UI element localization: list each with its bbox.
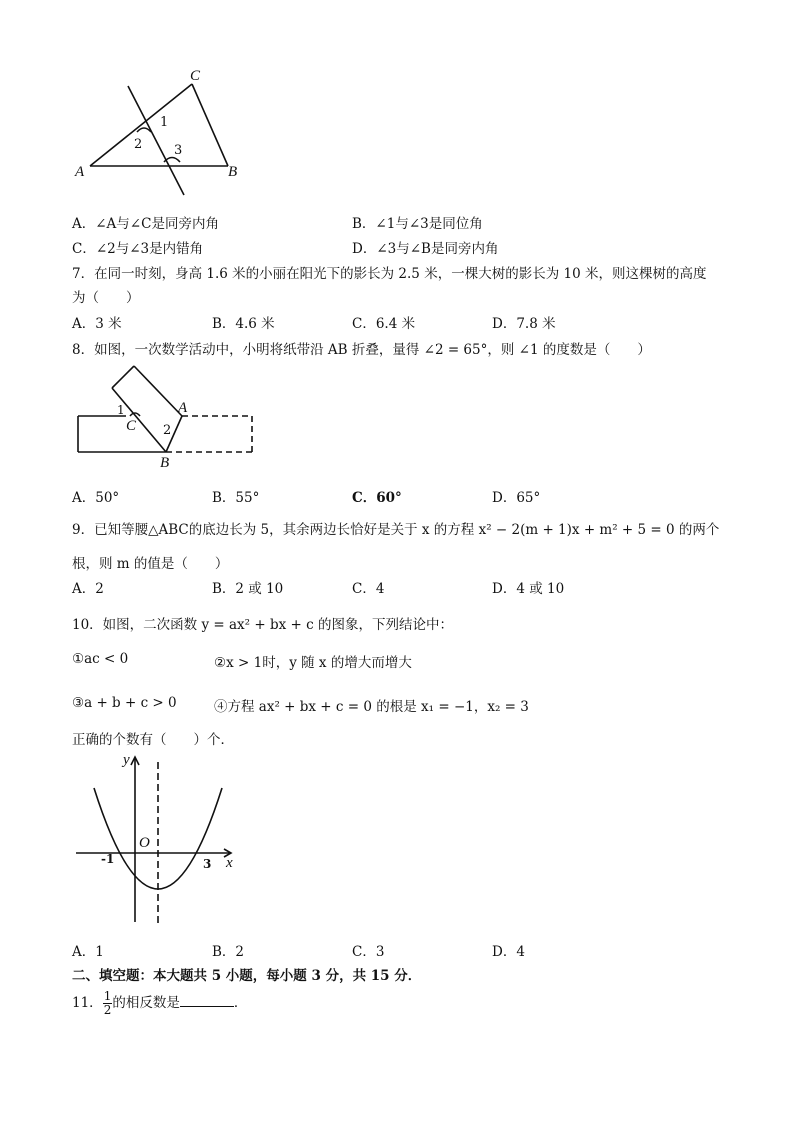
q9-option-d[interactable]	[492, 577, 564, 597]
option-text: 4	[375, 581, 385, 597]
q9-option-a[interactable]	[72, 577, 104, 597]
q7-option-c[interactable]	[352, 312, 415, 332]
q10-conclusion-1: ①ac < 0	[72, 651, 129, 667]
q11-answer-blank[interactable]	[180, 994, 234, 1007]
q10-graph-label-neg1: -1	[101, 852, 115, 866]
option-letter: D．	[492, 490, 517, 506]
option-text: 3	[375, 944, 385, 960]
q8-label-C: C	[126, 418, 137, 434]
q6-label-A: A	[75, 164, 85, 180]
q7-option-d[interactable]	[492, 312, 556, 332]
option-text: ∠3与∠B是同旁内角	[376, 241, 499, 257]
q8-option-a[interactable]	[72, 486, 119, 506]
q6-label-angle3: 3	[174, 143, 183, 158]
option-text: 6.4 米	[375, 316, 416, 332]
q11-fraction	[103, 990, 113, 1017]
q10-option-a[interactable]	[72, 940, 104, 960]
q9-option-b[interactable]	[212, 577, 283, 597]
option-letter: C．	[352, 490, 377, 506]
q8-label-B: B	[160, 455, 170, 471]
q6-option-c[interactable]	[72, 237, 203, 257]
option-text: ∠2与∠3是内错角	[95, 241, 204, 257]
q10-graph-label-x: x	[226, 855, 233, 871]
q10-prompt: 正确的个数有（ ）个．	[72, 732, 234, 748]
section-2-title: 二、填空题：本大题共 5 小题，每小题 3 分，共 15 分．	[72, 968, 422, 984]
option-text: 2	[95, 581, 104, 597]
option-letter: B．	[352, 216, 376, 232]
option-letter: A．	[72, 490, 96, 506]
q6-triangle-figure	[70, 62, 250, 202]
q10-stem: 10．如图，二次函数 y = ax² + bx + c 的图象，下列结论中：	[72, 617, 453, 633]
option-letter: B．	[212, 581, 236, 597]
option-letter: B．	[212, 490, 236, 506]
option-letter: D．	[492, 581, 517, 597]
q10-graph-label-3: 3	[203, 857, 212, 871]
q8-stem: 8．如图，一次数学活动中，小明将纸带沿 AB 折叠，量得 ∠2 = 65°，则 ∠1 的度数是（ ）	[72, 342, 651, 358]
option-text: 4 或 10	[516, 581, 565, 597]
q10-option-c[interactable]	[352, 940, 384, 960]
option-text: ∠1与∠3是同位角	[375, 216, 483, 232]
q9-stem-line2: 根，则 m 的值是（ ）	[72, 556, 229, 572]
q8-option-c[interactable]	[352, 486, 402, 506]
q6-option-a[interactable]	[72, 212, 219, 232]
q10-conclusion-4: ④方程 ax² + bx + c = 0 的根是 x₁ = −1，x₂ = 3	[214, 699, 529, 715]
option-letter: C．	[72, 241, 96, 257]
option-letter: D．	[492, 316, 517, 332]
q6-option-d[interactable]	[352, 237, 498, 257]
option-text: 60°	[376, 490, 402, 506]
option-text: 3 米	[95, 316, 122, 332]
option-letter: A．	[72, 944, 96, 960]
option-text: 55°	[235, 490, 260, 506]
option-text: 50°	[95, 490, 120, 506]
q11-text: 的相反数是	[112, 995, 180, 1011]
option-text: 4.6 米	[235, 316, 275, 332]
fraction-denominator: 2	[103, 1003, 112, 1017]
q10-option-b[interactable]	[212, 940, 244, 960]
option-text: 7.8 米	[516, 316, 556, 332]
q6-label-B: B	[228, 164, 238, 180]
q10-option-d[interactable]	[492, 940, 525, 960]
option-text: ∠A与∠C是同旁内角	[95, 216, 219, 232]
q11-end: ．	[233, 995, 248, 1011]
q10-graph-label-origin: O	[139, 835, 150, 851]
q8-label-angle1: 1	[117, 403, 125, 417]
q7-option-a[interactable]	[72, 312, 122, 332]
option-letter: C．	[352, 316, 376, 332]
q7-stem-line1: 7．在同一时刻，身高 1.6 米的小丽在阳光下的影长为 2.5 米，一棵大树的影长为 10 米，则这棵树的高度	[72, 266, 707, 282]
option-text: 1	[95, 944, 104, 960]
q10-graph-label-y: y	[123, 752, 130, 768]
option-letter: B．	[212, 316, 236, 332]
option-letter: A．	[72, 216, 96, 232]
option-letter: D．	[492, 944, 517, 960]
option-text: 4	[516, 944, 525, 960]
q7-stem-line2: 为（ ）	[72, 290, 140, 306]
option-letter: A．	[72, 581, 96, 597]
option-letter: C．	[352, 944, 376, 960]
q8-paper-strip-figure	[72, 360, 272, 475]
q6-label-angle1: 1	[160, 115, 169, 130]
q6-label-C: C	[190, 68, 201, 84]
option-letter: D．	[352, 241, 377, 257]
q10-conclusion-3: ③a + b + c > 0	[72, 695, 177, 711]
option-text: 65°	[516, 490, 541, 506]
q6-label-angle2: 2	[134, 137, 143, 152]
q8-option-b[interactable]	[212, 486, 259, 506]
q10-parabola-graph	[72, 752, 244, 928]
q10-conclusion-2: ②x > 1时，y 随 x 的增大而增大	[214, 655, 412, 671]
q6-option-b[interactable]	[352, 212, 483, 232]
option-letter: C．	[352, 581, 376, 597]
q11-stem	[72, 990, 247, 1017]
q9-stem-line1: 9．已知等腰△ABC的底边长为 5，其余两边长恰好是关于 x 的方程 x² − 2(m + 1)x + m² + 5 = 0 的两个	[72, 522, 720, 538]
option-text: 2	[235, 944, 245, 960]
q8-label-A: A	[178, 400, 188, 416]
q8-option-d[interactable]	[492, 486, 540, 506]
option-letter: A．	[72, 316, 96, 332]
q8-label-angle2: 2	[163, 423, 172, 438]
fraction-numerator: 1	[103, 989, 112, 1003]
option-text: 2 或 10	[235, 581, 284, 597]
option-letter: B．	[212, 944, 236, 960]
q11-number: 11．	[72, 995, 103, 1011]
q7-option-b[interactable]	[212, 312, 275, 332]
q9-option-c[interactable]	[352, 577, 384, 597]
